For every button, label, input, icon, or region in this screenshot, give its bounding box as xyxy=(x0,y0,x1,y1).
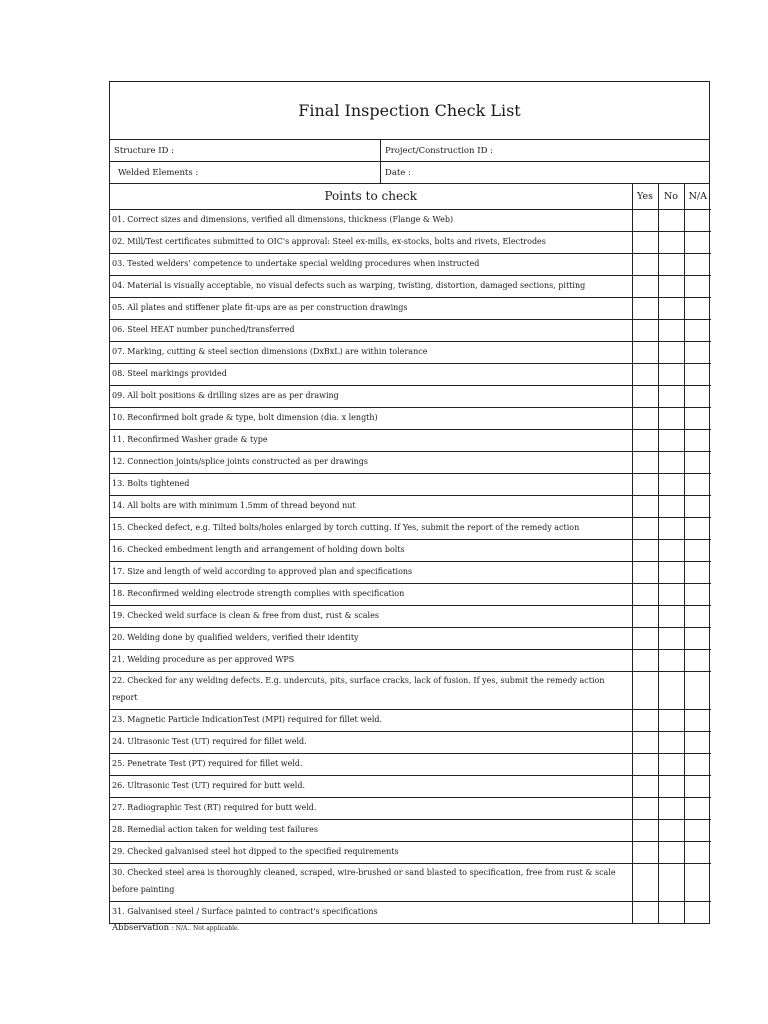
table-row xyxy=(110,583,711,605)
no-checkbox-cell[interactable] xyxy=(658,583,684,605)
na-checkbox-cell[interactable] xyxy=(684,709,711,731)
check-item-label: 19. Checked weld surface is clean & free from dust, rust & scales xyxy=(110,605,632,627)
no-checkbox-cell[interactable] xyxy=(658,561,684,583)
yes-checkbox-cell[interactable] xyxy=(632,297,658,319)
check-item-label: 10. Reconfirmed bolt grade & type, bolt dimension (dia. x length) xyxy=(110,407,632,429)
yes-checkbox-cell[interactable] xyxy=(632,209,658,231)
table-row xyxy=(110,731,711,753)
na-checkbox-cell[interactable] xyxy=(684,363,711,385)
check-item-label: 01. Correct sizes and dimensions, verified all dimensions, thickness (Flange & Web) xyxy=(110,209,632,231)
check-item-label: 13. Bolts tightened xyxy=(110,473,632,495)
footnote-label: Abbservation xyxy=(112,923,170,933)
yes-checkbox-cell[interactable] xyxy=(632,671,658,709)
check-item-label: 07. Marking, cutting & steel section dimensions (DxBxL) are within tolerance xyxy=(110,341,632,363)
yes-checkbox-cell[interactable] xyxy=(632,605,658,627)
table-row xyxy=(110,341,711,363)
table-row xyxy=(110,429,711,451)
no-checkbox-cell[interactable] xyxy=(658,495,684,517)
table-row xyxy=(110,209,711,231)
na-checkbox-cell[interactable] xyxy=(684,275,711,297)
yes-checkbox-cell[interactable] xyxy=(632,901,658,923)
na-checkbox-cell[interactable] xyxy=(684,901,711,923)
na-checkbox-cell[interactable] xyxy=(684,841,711,863)
no-checkbox-cell[interactable] xyxy=(658,341,684,363)
checklist-sheet xyxy=(109,81,710,924)
yes-checkbox-cell[interactable] xyxy=(632,275,658,297)
no-checkbox-cell[interactable] xyxy=(658,429,684,451)
table-row xyxy=(110,863,711,901)
no-checkbox-cell[interactable] xyxy=(658,451,684,473)
no-checkbox-cell[interactable] xyxy=(658,231,684,253)
yes-checkbox-cell[interactable] xyxy=(632,517,658,539)
table-row xyxy=(110,671,711,709)
check-item-label: 14. All bolts are with minimum 1.5mm of thread beyond nut xyxy=(110,495,632,517)
na-checkbox-cell[interactable] xyxy=(684,671,711,709)
na-checkbox-cell[interactable] xyxy=(684,583,711,605)
points-header: Points to check xyxy=(110,184,632,209)
footnote-text: : N/A.. Not applicable. xyxy=(171,925,240,932)
table-row xyxy=(110,363,711,385)
yes-checkbox-cell[interactable] xyxy=(632,819,658,841)
table-row xyxy=(110,605,711,627)
na-checkbox-cell[interactable] xyxy=(684,819,711,841)
check-item-label: 25. Penetrate Test (PT) required for fillet weld. xyxy=(110,753,632,775)
table-row xyxy=(110,297,711,319)
no-checkbox-cell[interactable] xyxy=(658,731,684,753)
yes-checkbox-cell[interactable] xyxy=(632,407,658,429)
footnote xyxy=(112,923,239,933)
no-checkbox-cell[interactable] xyxy=(658,627,684,649)
na-checkbox-cell[interactable] xyxy=(684,605,711,627)
check-item-label: 26. Ultrasonic Test (UT) required for butt weld. xyxy=(110,775,632,797)
table-row xyxy=(110,561,711,583)
yes-checkbox-cell[interactable] xyxy=(632,753,658,775)
yes-checkbox-cell[interactable] xyxy=(632,385,658,407)
table-row xyxy=(110,517,711,539)
no-checkbox-cell[interactable] xyxy=(658,753,684,775)
na-checkbox-cell[interactable] xyxy=(684,517,711,539)
check-item-label: 02. Mill/Test certificates submitted to OIC's approval: Steel ex-mills, ex-stocks, bolts and rivets, Electrodes xyxy=(110,231,632,253)
na-checkbox-cell[interactable] xyxy=(684,451,711,473)
na-checkbox-cell[interactable] xyxy=(684,495,711,517)
check-item-label: 29. Checked galvanised steel hot dipped to the specified requirements xyxy=(110,841,632,863)
no-checkbox-cell[interactable] xyxy=(658,275,684,297)
no-checkbox-cell[interactable] xyxy=(658,297,684,319)
table-row xyxy=(110,797,711,819)
na-checkbox-cell[interactable] xyxy=(684,539,711,561)
no-checkbox-cell[interactable] xyxy=(658,709,684,731)
yes-checkbox-cell[interactable] xyxy=(632,863,658,901)
yes-checkbox-cell[interactable] xyxy=(632,561,658,583)
table-row xyxy=(110,819,711,841)
table-row xyxy=(110,709,711,731)
yes-checkbox-cell[interactable] xyxy=(632,797,658,819)
na-checkbox-cell[interactable] xyxy=(684,627,711,649)
table-row xyxy=(110,775,711,797)
no-checkbox-cell[interactable] xyxy=(658,901,684,923)
no-checkbox-cell[interactable] xyxy=(658,671,684,709)
no-checkbox-cell[interactable] xyxy=(658,797,684,819)
check-item-label: 05. All plates and stiffener plate fit-ups are as per construction drawings xyxy=(110,297,632,319)
meta-row-elements xyxy=(110,162,709,184)
check-item-label: 11. Reconfirmed Washer grade & type xyxy=(110,429,632,451)
yes-checkbox-cell[interactable] xyxy=(632,627,658,649)
no-checkbox-cell[interactable] xyxy=(658,819,684,841)
yes-checkbox-cell[interactable] xyxy=(632,649,658,671)
check-item-label: 16. Checked embedment length and arrangement of holding down bolts xyxy=(110,539,632,561)
na-checkbox-cell[interactable] xyxy=(684,341,711,363)
checklist-table xyxy=(110,184,711,923)
check-item-label: 12. Connection joints/splice joints constructed as per drawings xyxy=(110,451,632,473)
yes-checkbox-cell[interactable] xyxy=(632,253,658,275)
na-checkbox-cell[interactable] xyxy=(684,797,711,819)
yes-checkbox-cell[interactable] xyxy=(632,451,658,473)
check-item-label: 18. Reconfirmed welding electrode strength complies with specification xyxy=(110,583,632,605)
table-row xyxy=(110,253,711,275)
check-item-label: 09. All bolt positions & drilling sizes are as per drawing xyxy=(110,385,632,407)
no-checkbox-cell[interactable] xyxy=(658,863,684,901)
yes-checkbox-cell[interactable] xyxy=(632,231,658,253)
check-item-label: 27. Radiographic Test (RT) required for butt weld. xyxy=(110,797,632,819)
na-checkbox-cell[interactable] xyxy=(684,209,711,231)
yes-checkbox-cell[interactable] xyxy=(632,363,658,385)
yes-checkbox-cell[interactable] xyxy=(632,539,658,561)
check-item-label: 30. Checked steel area is thoroughly cleaned, scraped, wire-brushed or sand blasted to specification, free from rust & scale before painting xyxy=(110,863,632,901)
na-checkbox-cell[interactable] xyxy=(684,473,711,495)
date-field[interactable]: Date : xyxy=(385,167,411,178)
table-row xyxy=(110,649,711,671)
yes-checkbox-cell[interactable] xyxy=(632,709,658,731)
na-checkbox-cell[interactable] xyxy=(684,319,711,341)
yes-checkbox-cell[interactable] xyxy=(632,583,658,605)
no-header: No xyxy=(658,184,684,209)
yes-checkbox-cell[interactable] xyxy=(632,731,658,753)
yes-checkbox-cell[interactable] xyxy=(632,473,658,495)
yes-checkbox-cell[interactable] xyxy=(632,775,658,797)
check-item-label: 20. Welding done by qualified welders, verified their identity xyxy=(110,627,632,649)
no-checkbox-cell[interactable] xyxy=(658,649,684,671)
table-row xyxy=(110,841,711,863)
check-item-label: 31. Galvanised steel / Surface painted to contract's specifications xyxy=(110,901,632,923)
no-checkbox-cell[interactable] xyxy=(658,363,684,385)
yes-checkbox-cell[interactable] xyxy=(632,429,658,451)
table-row xyxy=(110,275,711,297)
no-checkbox-cell[interactable] xyxy=(658,407,684,429)
check-item-label: 21. Welding procedure as per approved WPS xyxy=(110,649,632,671)
welded-elements-field[interactable]: Welded Elements : xyxy=(110,162,381,183)
table-row xyxy=(110,627,711,649)
project-id-field[interactable]: Project/Construction ID : xyxy=(385,145,493,156)
na-header: N/A xyxy=(684,184,711,209)
table-row xyxy=(110,231,711,253)
check-item-label: 17. Size and length of weld according to approved plan and specifications xyxy=(110,561,632,583)
no-checkbox-cell[interactable] xyxy=(658,253,684,275)
table-row xyxy=(110,319,711,341)
table-row xyxy=(110,901,711,923)
yes-checkbox-cell[interactable] xyxy=(632,341,658,363)
no-checkbox-cell[interactable] xyxy=(658,473,684,495)
no-checkbox-cell[interactable] xyxy=(658,319,684,341)
no-checkbox-cell[interactable] xyxy=(658,539,684,561)
na-checkbox-cell[interactable] xyxy=(684,731,711,753)
no-checkbox-cell[interactable] xyxy=(658,517,684,539)
no-checkbox-cell[interactable] xyxy=(658,385,684,407)
table-row xyxy=(110,473,711,495)
na-checkbox-cell[interactable] xyxy=(684,297,711,319)
no-checkbox-cell[interactable] xyxy=(658,605,684,627)
yes-checkbox-cell[interactable] xyxy=(632,841,658,863)
table-row xyxy=(110,385,711,407)
no-checkbox-cell[interactable] xyxy=(658,775,684,797)
na-checkbox-cell[interactable] xyxy=(684,863,711,901)
check-item-label: 15. Checked defect, e.g. Tilted bolts/holes enlarged by torch cutting. If Yes, submit the report of the remedy action xyxy=(110,517,632,539)
check-item-label: 28. Remedial action taken for welding test failures xyxy=(110,819,632,841)
check-item-label: 24. Ultrasonic Test (UT) required for fillet weld. xyxy=(110,731,632,753)
yes-checkbox-cell[interactable] xyxy=(632,319,658,341)
check-item-label: 08. Steel markings provided xyxy=(110,363,632,385)
check-item-label: 23. Magnetic Particle IndicationTest (MPI) required for fillet weld. xyxy=(110,709,632,731)
na-checkbox-cell[interactable] xyxy=(684,649,711,671)
na-checkbox-cell[interactable] xyxy=(684,253,711,275)
table-row xyxy=(110,451,711,473)
na-checkbox-cell[interactable] xyxy=(684,775,711,797)
check-item-label: 03. Tested welders' competence to undertake special welding procedures when instructed xyxy=(110,253,632,275)
yes-header: Yes xyxy=(632,184,658,209)
check-item-label: 04. Material is visually acceptable, no visual defects such as warping, twisting, distortion, damaged sections, pitting xyxy=(110,275,632,297)
na-checkbox-cell[interactable] xyxy=(684,385,711,407)
na-checkbox-cell[interactable] xyxy=(684,407,711,429)
table-row xyxy=(110,495,711,517)
yes-checkbox-cell[interactable] xyxy=(632,495,658,517)
table-header-row xyxy=(110,184,711,209)
no-checkbox-cell[interactable] xyxy=(658,841,684,863)
check-item-label: 22. Checked for any welding defects. E.g. undercuts, pits, surface cracks, lack of fusion. If yes, submit the remedy action report xyxy=(110,671,632,709)
checklist-body xyxy=(110,209,711,923)
table-row xyxy=(110,539,711,561)
no-checkbox-cell[interactable] xyxy=(658,209,684,231)
meta-row-ids xyxy=(110,140,709,162)
na-checkbox-cell[interactable] xyxy=(684,231,711,253)
na-checkbox-cell[interactable] xyxy=(684,561,711,583)
check-item-label: 06. Steel HEAT number punched/transferred xyxy=(110,319,632,341)
structure-id-field[interactable]: Structure ID : xyxy=(110,140,381,161)
na-checkbox-cell[interactable] xyxy=(684,753,711,775)
document-title: Final Inspection Check List xyxy=(110,82,709,140)
table-row xyxy=(110,407,711,429)
table-row xyxy=(110,753,711,775)
na-checkbox-cell[interactable] xyxy=(684,429,711,451)
